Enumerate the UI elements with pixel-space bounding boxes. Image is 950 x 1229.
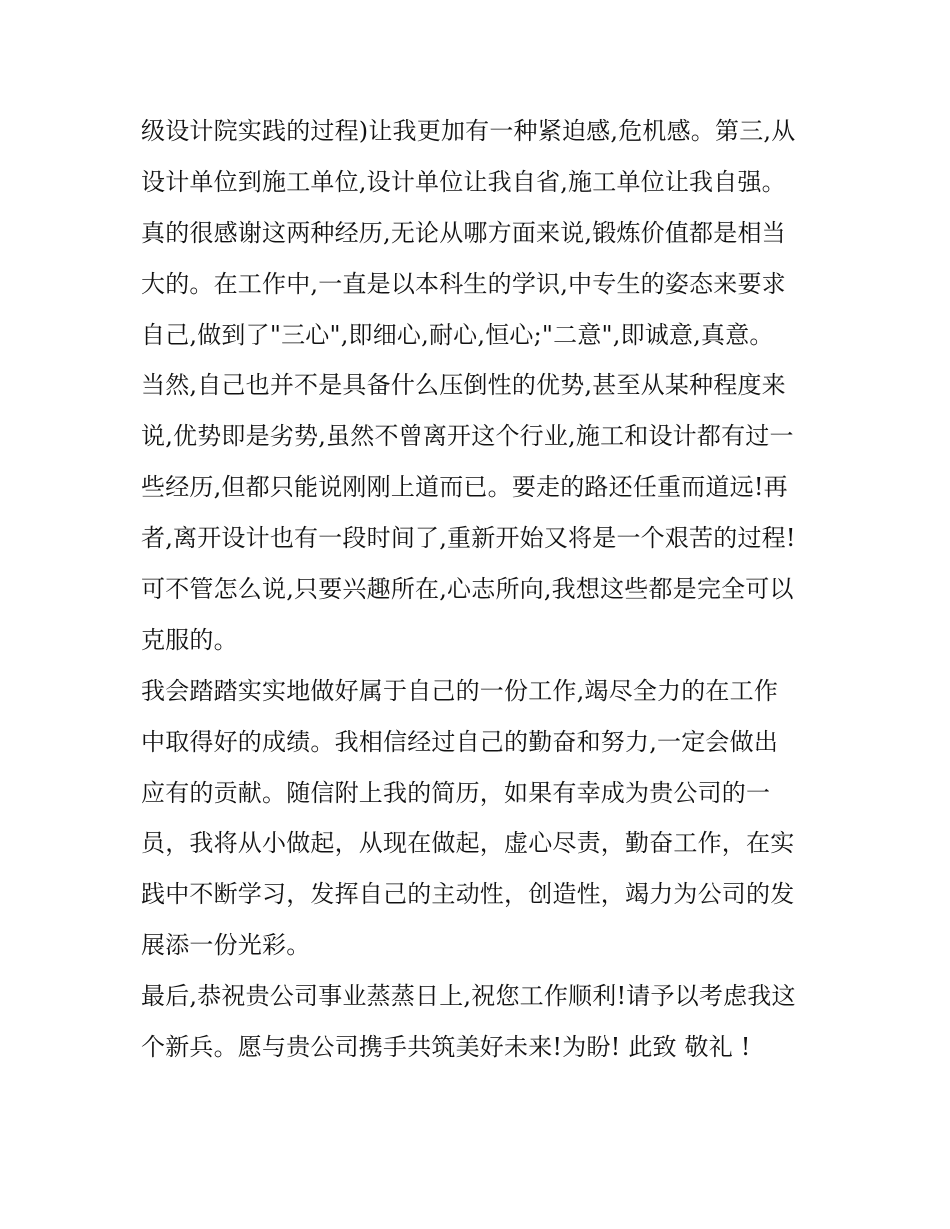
text-line: 自己,做到了"三心",即细心,耐心,恒心;"二意",即诚意,真意。: [141, 320, 774, 349]
text-line: 些经历,但都只能说刚刚上道而已。要走的路还任重而道远!再: [141, 473, 788, 502]
text-line: 大的。在工作中,一直是以本科生的学识,中专生的姿态来要求: [141, 269, 786, 298]
text-line: 级设计院实践的过程)让我更加有一种紧迫感,危机感。第三,从: [141, 117, 796, 145]
text-line: 我会踏踏实实地做好属于自己的一份工作,竭尽全力的在工作: [141, 676, 779, 705]
text-line: 中取得好的成绩。我相信经过自己的勤奋和努力,一定会做出: [141, 727, 779, 756]
text-line: 真的很感谢这两种经历,无论从哪方面来说,锻炼价值都是相当: [141, 218, 786, 247]
text-line: 最后,恭祝贵公司事业蒸蒸日上,祝您工作顺利!请予以考虑我这: [141, 982, 796, 1011]
text-line: 克服的。: [141, 625, 238, 654]
text-line: 当然,自己也并不是具备什么压倒性的优势,甚至从某种程度来: [141, 371, 786, 400]
text-line: 说,优势即是劣势,虽然不曾离开这个行业,施工和设计都有过一: [141, 422, 794, 451]
letter-body: [141, 106, 821, 1073]
text-line: 员，我将从小做起，从现在做起，虚心尽责，勤奋工作，在实: [141, 829, 795, 858]
text-line: 应有的贡献。随信附上我的简历，如果有幸成为贵公司的一: [141, 778, 771, 807]
text-line: 展添一份光彩。: [141, 931, 311, 960]
text-line: 者,离开设计也有一段时间了,重新开始又将是一个艰苦的过程!: [141, 524, 796, 553]
text-line: 践中不断学习，发挥自己的主动性，创造性，竭力为公司的发: [141, 880, 795, 909]
text-line: 可不管怎么说,只要兴趣所在,心志所向,我想这些都是完全可以: [141, 575, 794, 604]
text-line: 个新兵。愿与贵公司携手共筑美好未来!为盼! 此致 敬礼 !: [141, 1033, 751, 1062]
text-line: 设计单位到施工单位,设计单位让我自省,施工单位让我自强。: [141, 167, 786, 196]
